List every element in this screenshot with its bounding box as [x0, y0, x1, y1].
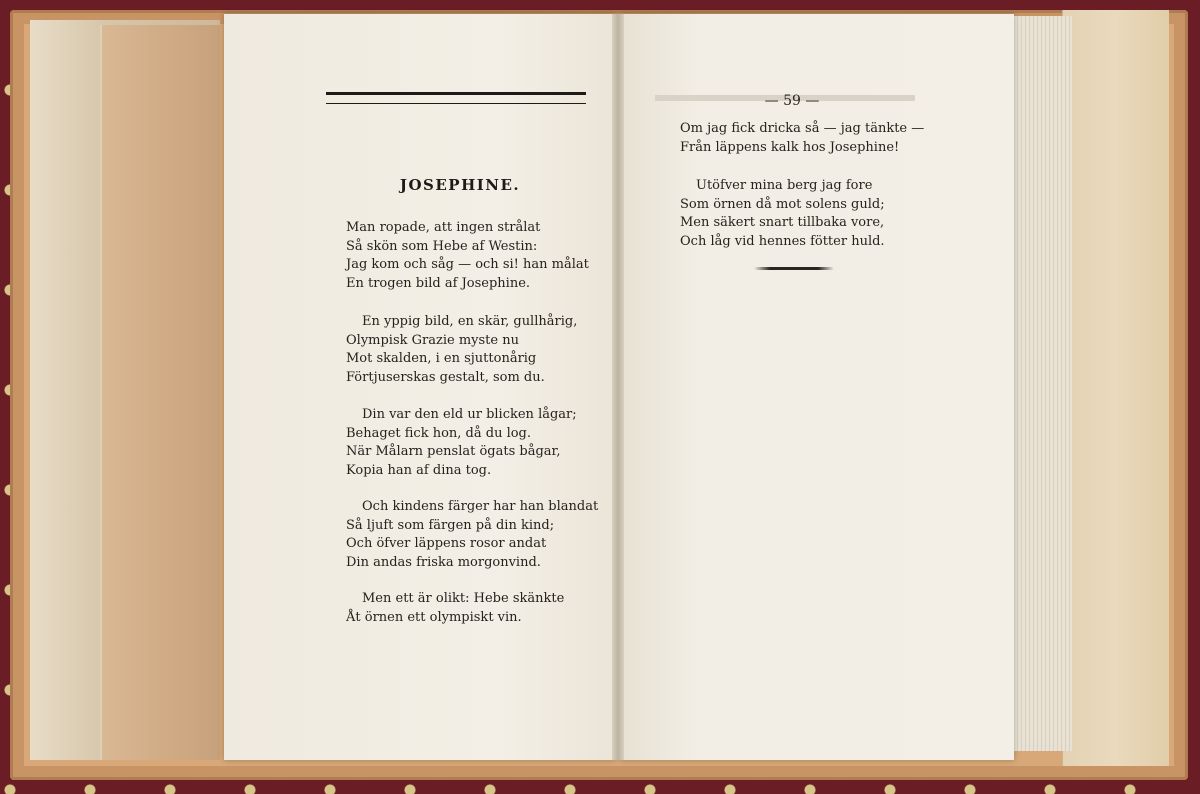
stanza-7	[680, 177, 885, 251]
header-double-rule	[326, 92, 586, 104]
stanza-4	[346, 498, 598, 572]
verse-line: När Målarn penslat ögats bågar,	[346, 444, 561, 459]
verse-line: Behaget fick hon, då du log.	[346, 425, 532, 441]
verse-line: Mot skalden, i en sjuttonårig	[346, 351, 537, 366]
stanza-5	[346, 590, 564, 627]
page-number: — 59 —	[764, 93, 820, 109]
poem-title: JOSEPHINE.	[399, 176, 521, 194]
verse-line: Kopia han af dina tog.	[346, 462, 492, 478]
verse-line: Din andas friska morgonvind.	[346, 554, 541, 570]
verse-line: Utöfver mina berg jag fore	[696, 178, 873, 193]
verse-line: Och kindens färger har han blandat	[362, 499, 599, 514]
verse-line: Men säkert snart tillbaka vore,	[680, 215, 885, 230]
stanza-6	[680, 120, 924, 157]
end-ornament	[754, 267, 834, 270]
left-flyleaf	[100, 25, 220, 760]
verse-line: Om jag fick dricka så — jag tänkte —	[680, 121, 925, 136]
verse-line: En trogen bild af Josephine.	[346, 275, 531, 291]
verse-line: Förtjuserskas gestalt, som du.	[346, 369, 545, 385]
stanza-3	[346, 406, 577, 480]
left-page	[224, 14, 616, 760]
verse-line: Jag kom och såg — och si! han målat	[346, 257, 589, 272]
verse-line: Men ett är olikt: Hebe skänkte	[362, 591, 565, 606]
verse-line: Åt örnen ett olympiskt vin.	[346, 609, 522, 625]
verse-line: Så ljuft som färgen på din kind;	[346, 517, 555, 533]
verse-line: En yppig bild, en skär, gullhårig,	[362, 314, 578, 329]
verse-line: Olympisk Grazie myste nu	[346, 332, 519, 348]
verse-line: Från läppens kalk hos Josephine!	[680, 139, 900, 155]
verse-line: Och öfver läppens rosor andat	[346, 536, 547, 551]
verse-line: Din var den eld ur blicken lågar;	[362, 407, 577, 422]
stanza-1	[346, 219, 589, 293]
verse-line: Så skön som Hebe af Westin:	[346, 238, 538, 254]
verse-line: Och låg vid hennes fötter huld.	[680, 233, 885, 249]
left-text-block-edge	[30, 20, 220, 760]
right-page-stack	[1010, 16, 1072, 751]
book-gutter	[612, 14, 624, 760]
verse-line: Som örnen då mot solens guld;	[680, 196, 885, 212]
stanza-2	[346, 313, 577, 387]
right-flyleaf	[1062, 10, 1169, 766]
verse-line: Man ropade, att ingen strålat	[346, 220, 541, 235]
